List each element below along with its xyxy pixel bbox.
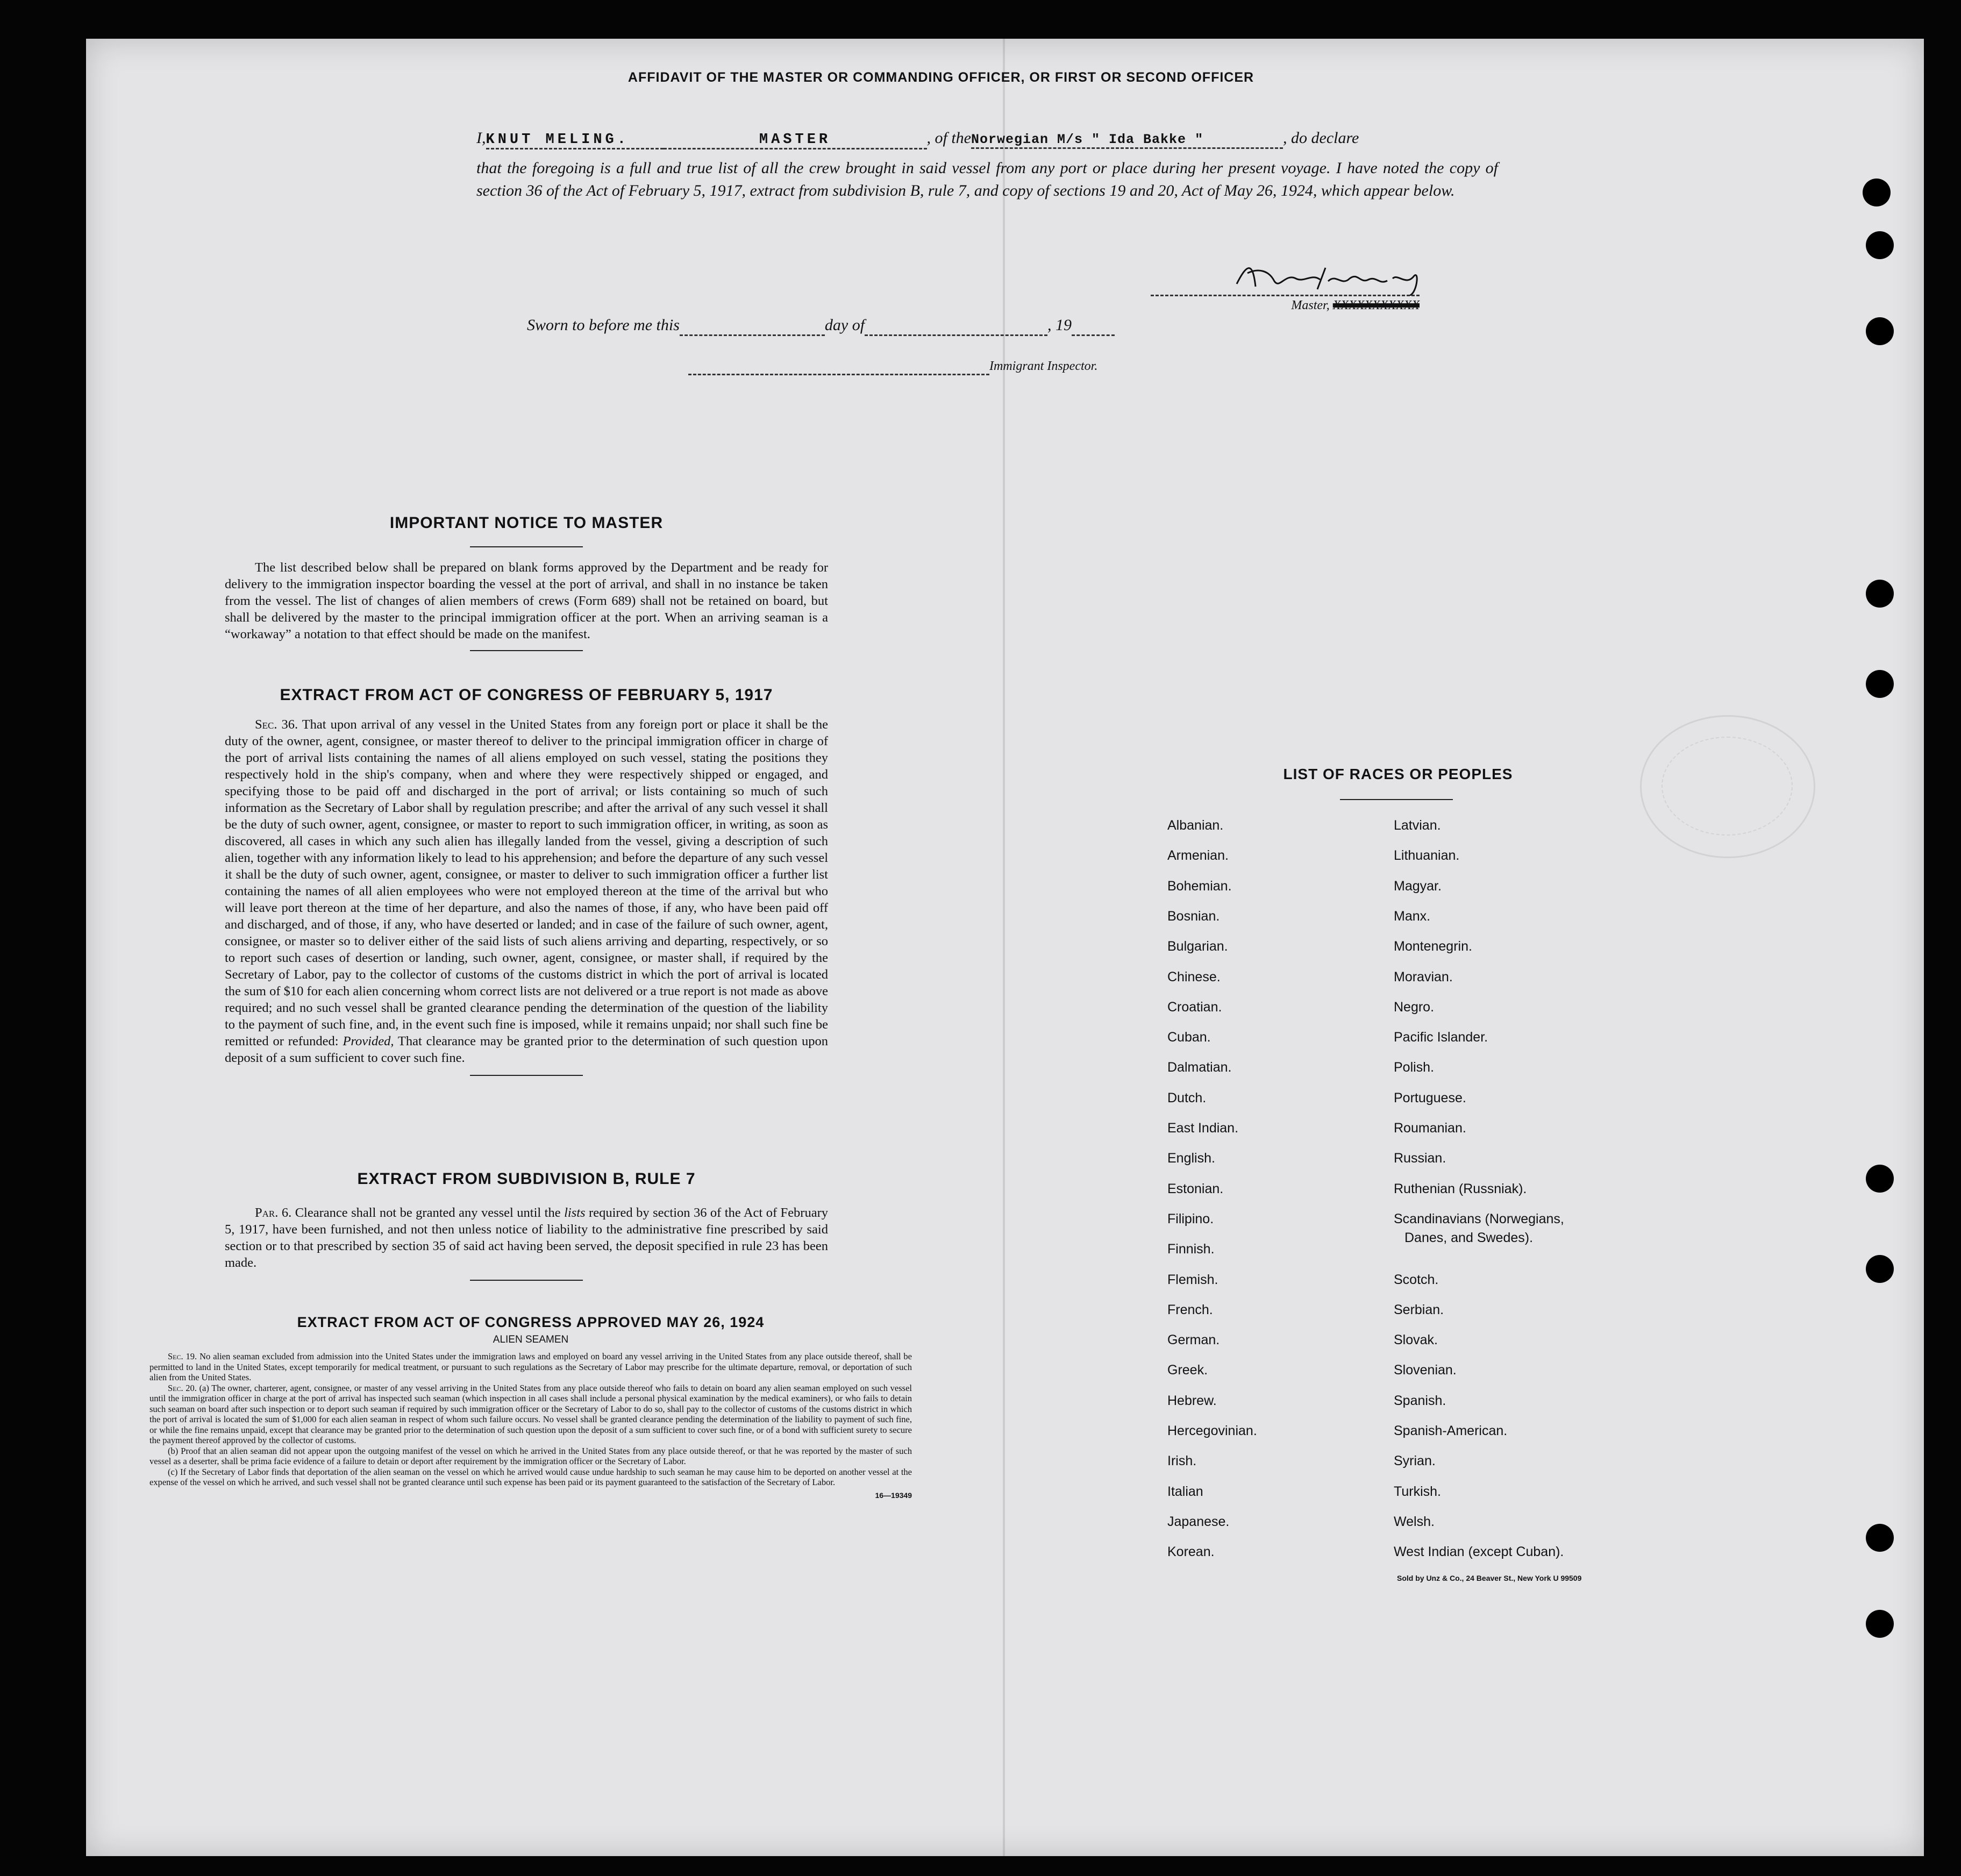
day-of-label: day of: [824, 316, 865, 334]
lists-word: lists: [564, 1206, 586, 1220]
declaration-prefix: I,: [476, 129, 486, 147]
extract-1924-subtitle: ALIEN SEAMEN: [493, 1334, 569, 1345]
race-item: Japanese.: [1167, 1514, 1230, 1529]
master-caption: [1151, 295, 1420, 313]
extract-1924-section: [149, 1314, 912, 1500]
par-6-text-a: Clearance shall not be granted any vessel until the: [295, 1206, 561, 1220]
race-item: Chinese.: [1167, 969, 1221, 985]
race-item: Roumanian.: [1394, 1121, 1466, 1136]
vessel-value: Norwegian M/s " Ida Bakke ": [971, 132, 1204, 147]
race-item: Danes, and Swedes).: [1404, 1230, 1534, 1245]
race-item: Magyar.: [1394, 878, 1442, 894]
of-the-label: , of the: [926, 129, 971, 147]
vessel-field: [971, 129, 1283, 149]
par-6-text-b: required by section 36 of the Act of February 5, 1917, have been furnished, and not then unless notice of liability to the administrative fine prescribed by said section or to that prescribed by section 35 of said act having been served, the deposit specified in rule 23 has been made.: [225, 1206, 829, 1270]
race-item: Ruthenian (Russniak).: [1394, 1181, 1527, 1196]
section-36-text: That upon arrival of any vessel in the United States from any foreign port or place it shall be the duty of the owner, agent, consignee, or master thereof to deliver to the principal immigration officer in charge of the port of arrival lists containing the names of all aliens employed on such vessel, stating the positions they respectively hold in the ship's company, when and where they were respectively shipped or engaged, and specifying those to be paid off and discharged in the port of arrival; or lists containing so much of such information as the Secretary of Labor shall by regulation prescribe; and after the arrival of any such vessel it shall be the duty of such owner, agent, consignee, or master to report to such immigration officer, in writing, as soon as discovered, all cases in which any such alien has illegally landed from the vessel, giving a description of such alien, together with any information likely to lead to his apprehension; and before the departure of any such vessel it shall be the duty of such owner, agent, consignee, or master to deliver to such immigration officer a further list containing the names of all alien employees who were not employed thereon at the time of the arrival but who will leave port thereon at the time of her departure, and also the names of those, if any, who have been paid off and discharged, and of those, if any, who have deserted or landed; and in case of the failure of such owner, agent, consignee, or master so to deliver either of the said lists of such aliens arriving and departing, respectively, or so to report such cases of desertion or landing, such owner, agent, consignee, or master shall, if required by the Secretary of Labor, pay to the collector of customs of the customs district in which the port of arrival is located the sum of $10 for each alien concerning whom correct lists are not delivered or a true report is not made as above required; and no such vessel shall be granted clearance pending the determination of the question of the liability to the payment of such fine, and, in the event such fine is imposed, while it remains unpaid; nor shall such fine be remitted or refunded:: [225, 717, 828, 1048]
declaration-body: that the foregoing is a full and true list of all the crew brought in said vessel from any port or place during her present voyage. I have noted the copy of section 36 of the Act of February 5, 1917, extract from subdivision B, rule 7, and copy of sections 19 and 20, Act of May 26, 1924, which appear below.: [476, 159, 1498, 199]
rank-value: MASTER: [759, 132, 831, 148]
race-item: German.: [1167, 1332, 1220, 1348]
race-item: English.: [1167, 1151, 1215, 1166]
par-6-label: Par. 6.: [255, 1206, 292, 1220]
race-item: Estonian.: [1167, 1181, 1224, 1196]
race-item: Slovak.: [1394, 1332, 1438, 1348]
race-item: Montenegrin.: [1394, 939, 1472, 954]
race-item: French.: [1167, 1302, 1213, 1317]
race-item: Bohemian.: [1167, 878, 1232, 894]
punch-hole: [1866, 1165, 1894, 1193]
race-item: Turkish.: [1394, 1483, 1441, 1499]
race-item: Croatian.: [1167, 999, 1222, 1015]
race-item: Finnish.: [1167, 1242, 1215, 1257]
master-name-field: [486, 129, 664, 149]
struck-officer-title: XXXXXXXXXXX: [1332, 298, 1420, 312]
provided-word: Provided,: [343, 1034, 394, 1048]
race-item: Pacific Islander.: [1394, 1030, 1488, 1045]
extract-1924-title: EXTRACT FROM ACT OF CONGRESS APPROVED MAY 26, 1924: [297, 1314, 765, 1330]
rule-7-body: [225, 1204, 828, 1271]
race-item: Manx.: [1394, 908, 1431, 924]
race-item: Lithuanian.: [1394, 848, 1460, 864]
form-number: 16—19349: [875, 1490, 912, 1500]
punch-hole: [1866, 231, 1894, 259]
inspector-line: [688, 359, 1172, 375]
extract-1917-section: [225, 686, 828, 1088]
race-item: Bosnian.: [1167, 908, 1220, 924]
section-19-text: [149, 1351, 912, 1383]
race-item: West Indian (except Cuban).: [1394, 1544, 1564, 1560]
race-item: Armenian.: [1167, 848, 1229, 864]
notice-section: [225, 514, 828, 663]
race-item: Spanish-American.: [1394, 1423, 1508, 1438]
section-19-body: No alien seaman excluded from admission into the United States under the immigration laws and employed on board any vessel arriving in the United States from any place outside thereof, shall be permitted to land in the United States, except temporarily for medical treatment, or pursuant to such regulations as the Secretary of Labor may prescribe for the ultimate departure, removal, or deportation of such alien from the United States.: [149, 1351, 912, 1382]
extract-1917-body: [225, 716, 828, 1066]
divider: [470, 1075, 583, 1076]
punch-hole: [1866, 1610, 1894, 1638]
sworn-day-field: [680, 316, 825, 336]
race-item: Filipino.: [1167, 1211, 1214, 1226]
declaration-line: [476, 129, 1503, 149]
year-label: , 19: [1047, 316, 1072, 334]
race-item: Dutch.: [1167, 1090, 1207, 1105]
notice-title: IMPORTANT NOTICE TO MASTER: [389, 514, 664, 532]
do-declare-label: , do declare: [1283, 129, 1359, 147]
affidavit-title: AFFIDAVIT OF THE MASTER OR COMMANDING OFFICER, OR FIRST OR SECOND OFFICER: [627, 70, 1254, 85]
master-name-value: KNUT MELING.: [486, 132, 629, 148]
section-36-tail: That clearance may be granted prior to the determination of such question upon deposit of a sum sufficient to cover such fine.: [225, 1034, 829, 1065]
race-item: Italian: [1167, 1483, 1203, 1499]
race-item: Serbian.: [1394, 1302, 1444, 1317]
section-36-label: Sec. 36.: [255, 717, 298, 732]
race-item: Hebrew.: [1167, 1393, 1217, 1408]
race-item: Cuban.: [1167, 1030, 1211, 1045]
section-20-body: (a) The owner, charterer, agent, consignee, or master of any vessel arriving in the United States from any place outside thereof who fails to detain on board any alien seaman employed on such vessel until the immigration officer in charge at the port of arrival has inspected such seaman (which inspection in all cases shall include a personal physical examination by the medical examiners), or who fails to detain such seaman on board after such inspection or to deport such seaman if required by such immigration officer or the Secretary of Labor to do so, shall pay to the collector of customs of the customs district in which the port of arrival is located the sum of $1,000 for each alien seaman in respect of whom such failure occurs. No vessel shall be granted clearance pending the determination of the liability to payment of such fine, or while the fine remains unpaid, except that clearance may be granted prior to the determination of such question upon the deposit of a sum sufficient to cover such fine, or of a bond with sufficient surety to secure the payment thereof approved by the collector of customs.: [149, 1382, 912, 1445]
race-item: Bulgarian.: [1167, 939, 1228, 954]
sworn-year-field: [1072, 316, 1115, 336]
master-signature: [1231, 257, 1446, 296]
race-item: Russian.: [1394, 1151, 1446, 1166]
sworn-label: Sworn to before me this: [527, 316, 680, 334]
punch-hole: [1866, 580, 1894, 608]
rule-7-title: EXTRACT FROM SUBDIVISION B, RULE 7: [357, 1170, 696, 1188]
printer-imprint: Sold by Unz & Co., 24 Beaver St., New York U 99509: [1397, 1574, 1582, 1582]
race-item: Albanian.: [1167, 818, 1224, 833]
race-item: Slovenian.: [1394, 1363, 1457, 1378]
notice-body: The list described below shall be prepared on blank forms approved by the Department and be ready for delivery to the immigration inspector boarding the vessel at the port of arrival, and shall in no instance be taken from the vessel. The list of changes of alien members of crews (Form 689) shall not be retained on board, but shall be delivered by the master to the principal immigration officer at the port. When an arriving seaman is a “workaway” a notation to that effect should be made on the manifest.: [225, 560, 828, 641]
race-item: Scandinavians (Norwegians,: [1394, 1211, 1564, 1226]
punch-hole: [1866, 1524, 1894, 1552]
punch-hole: [1866, 1255, 1894, 1283]
race-item: Korean.: [1167, 1544, 1215, 1560]
rank-field: [664, 129, 927, 149]
race-item: Scotch.: [1394, 1272, 1439, 1287]
race-item: Welsh.: [1394, 1514, 1435, 1529]
race-item: Spanish.: [1394, 1393, 1446, 1408]
sworn-line: [527, 316, 1226, 336]
punch-hole: [1863, 179, 1891, 206]
faint-seal-stamp-inner: [1661, 737, 1793, 836]
section-20c-text: (c) If the Secretary of Labor finds that deportation of the alien seaman on the vessel on which he arrived would cause undue hardship to such seaman he may cause him to be deported on another vessel at the expense of the vessel on which he arrived, and such vessel shall not be granted clearance until such expense has been paid or its payment guaranteed to the satisfaction of the Secretary of Labor.: [149, 1466, 912, 1487]
master-label: Master,: [1291, 298, 1330, 312]
punch-hole: [1866, 317, 1894, 345]
race-item: Hercegovinian.: [1167, 1423, 1257, 1438]
punch-hole: [1866, 670, 1894, 698]
race-item: Dalmatian.: [1167, 1060, 1232, 1075]
race-item: Syrian.: [1394, 1453, 1436, 1469]
race-item: Latvian.: [1394, 818, 1441, 833]
rule-7-section: [225, 1170, 828, 1293]
race-item: Moravian.: [1394, 969, 1453, 985]
divider: [1340, 799, 1453, 800]
section-20-text: [149, 1383, 912, 1446]
sworn-month-field: [865, 316, 1047, 336]
race-item: Polish.: [1394, 1060, 1435, 1075]
page-fold: [1003, 39, 1005, 1856]
inspector-label: Immigrant Inspector.: [989, 359, 1098, 373]
race-item: Negro.: [1394, 999, 1435, 1015]
section-20b-text: (b) Proof that an alien seaman did not appear upon the outgoing manifest of the vessel on which he arrived in the United States from any place outside thereof, or that he was reported by the master of such vessel as a deserter, shall be prima facie evidence of a failure to detain or deport after requirement by the immigration officer or the Secretary of Labor.: [149, 1445, 912, 1466]
race-item: Greek.: [1167, 1363, 1208, 1378]
race-item: Irish.: [1167, 1453, 1197, 1469]
race-item: East Indian.: [1167, 1121, 1239, 1136]
divider: [470, 546, 583, 547]
section-20-label: Sec. 20.: [168, 1382, 197, 1393]
extract-1917-title: EXTRACT FROM ACT OF CONGRESS OF FEBRUARY 5, 1917: [280, 686, 773, 704]
section-19-label: Sec. 19.: [168, 1351, 197, 1361]
divider: [470, 650, 583, 651]
race-item: Portuguese.: [1394, 1090, 1466, 1105]
divider: [470, 1280, 583, 1281]
races-title: LIST OF RACES OR PEOPLES: [1283, 766, 1513, 782]
inspector-signature-field: [688, 359, 989, 375]
race-item: Flemish.: [1167, 1272, 1218, 1287]
